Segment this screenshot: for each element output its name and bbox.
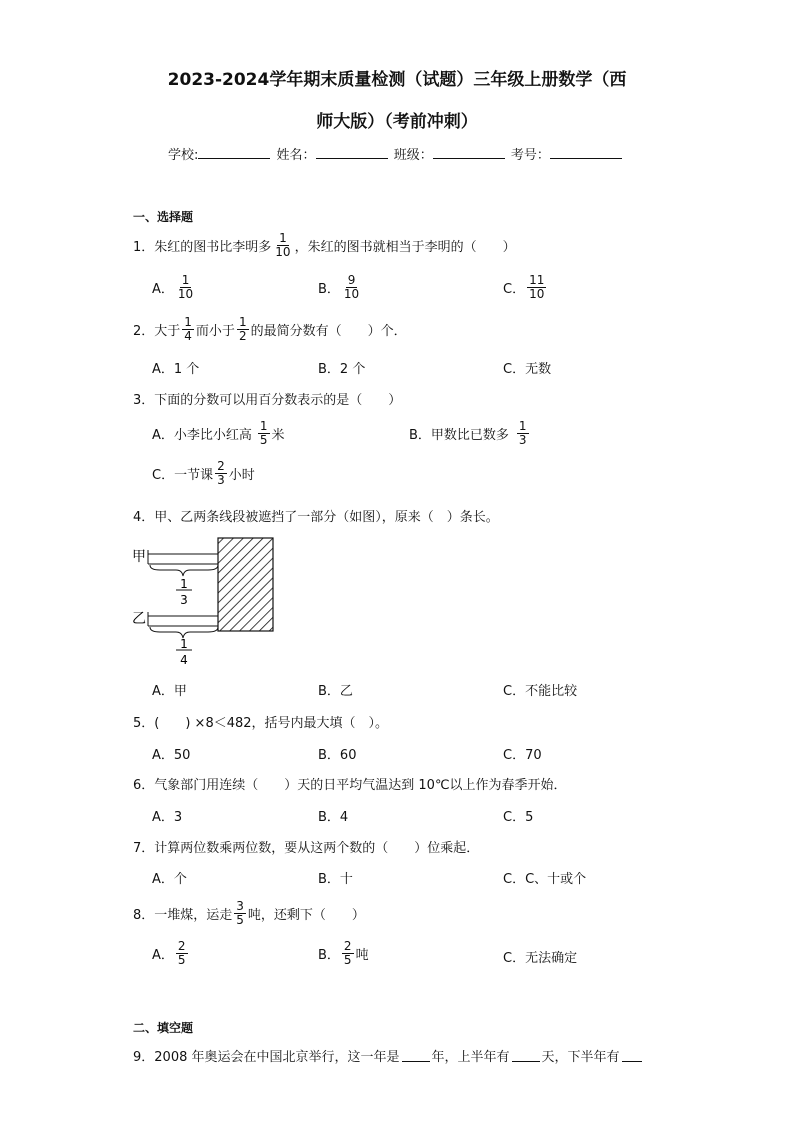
q3-a-unit: 米	[271, 428, 285, 443]
q6-option-c[interactable]: C．5	[503, 810, 534, 825]
question-5: 5．( ) ×8＜482，括号内最大填（ ）。	[133, 716, 389, 731]
q3-b-num: 1	[518, 419, 527, 433]
q1-a-num: 1	[181, 273, 190, 287]
q1-option-a-fraction	[176, 274, 195, 301]
q3-option-c[interactable]	[152, 460, 255, 487]
q5-option-b[interactable]: B．60	[318, 748, 357, 763]
q1-frac-num: 1	[279, 231, 287, 245]
q2-f1-den: 4	[184, 329, 192, 343]
q7-option-a[interactable]: A．个	[152, 872, 187, 887]
name-blank[interactable]	[316, 146, 388, 159]
q8-a-num: 2	[177, 939, 186, 953]
q3-a-num: 1	[259, 419, 268, 433]
q8-text-pre: 8．一堆煤，运走	[133, 908, 233, 923]
q1-frac-den: 10	[275, 245, 291, 259]
q2-option-c[interactable]: C．无数	[503, 362, 552, 377]
q8-b-den: 5	[343, 953, 352, 967]
student-info-row	[168, 144, 624, 163]
q3-option-a[interactable]	[152, 420, 285, 447]
q9-blank-first-half[interactable]	[512, 1049, 540, 1062]
q7-option-b[interactable]: B．十	[318, 872, 353, 887]
q2-f2-den: 2	[238, 329, 247, 343]
q3-option-b[interactable]	[409, 420, 531, 447]
q5-option-a[interactable]: A．50	[152, 748, 191, 763]
q9-blank-second-half[interactable]	[622, 1049, 642, 1062]
q3-c-text: C．一节课	[152, 468, 214, 483]
question-4: 4．甲、乙两条线段被遮挡了一部分（如图），原来（ ）条长。	[133, 510, 499, 525]
q8-a-den: 5	[177, 953, 186, 967]
exam-title-line1: 2023-2024学年期末质量检测（试题）三年级上册数学（西	[167, 70, 627, 90]
jia-frac-num: 1	[180, 577, 188, 591]
number-blank[interactable]	[550, 146, 622, 159]
q1-c-den: 10	[529, 287, 545, 301]
q1-c-num: 11	[529, 273, 545, 287]
q9-text-3: 天，下半年有	[541, 1050, 620, 1065]
q3-c-num: 2	[217, 459, 225, 473]
q3-c-den: 3	[217, 473, 225, 487]
q8-fraction	[234, 900, 246, 927]
yi-frac-num: 1	[180, 637, 188, 651]
question-1	[133, 232, 516, 259]
q2-text-pre: 2．大于	[133, 324, 181, 339]
school-blank[interactable]	[198, 146, 270, 159]
q8-b-num: 2	[343, 939, 352, 953]
q1-option-a-label: A．	[152, 282, 174, 297]
section-heading-fill: 二、填空题	[133, 1021, 194, 1035]
q2-option-a[interactable]: A．1 个	[152, 362, 200, 377]
q1-option-c[interactable]	[503, 274, 548, 301]
q2-f1-num: 1	[184, 315, 192, 329]
q1-fraction	[273, 232, 292, 259]
q8-option-a-label: A．	[152, 948, 174, 963]
q2-option-b[interactable]: B．2 个	[318, 362, 366, 377]
q8-option-b-label: B．	[318, 948, 340, 963]
exam-title-line2: 师大版）（考前冲刺）	[316, 112, 478, 132]
q6-option-b[interactable]: B．4	[318, 810, 349, 825]
q3-a-den: 5	[259, 433, 268, 447]
q1-b-den: 10	[343, 287, 360, 301]
q8-b-fraction	[342, 940, 354, 967]
q1-option-c-fraction	[527, 274, 546, 301]
school-label: 学校:	[168, 148, 199, 163]
q3-a-fraction	[258, 420, 270, 447]
q8-frac-den: 5	[236, 913, 244, 927]
q3-a-text: A．小李比小红高	[152, 428, 252, 443]
question-3: 3．下面的分数可以用百分数表示的是（ ）	[133, 393, 402, 408]
q9-text-2: 年，上半年有	[431, 1050, 510, 1065]
label-jia: 甲	[132, 549, 146, 565]
question-6: 6．气象部门用连续（ ）天的日平均气温达到 10℃以上作为春季开始．	[133, 778, 567, 793]
question-9	[133, 1046, 644, 1065]
q1-text-pre: 1．朱红的图书比李明多	[133, 240, 272, 255]
q1-a-den: 10	[177, 287, 194, 301]
q4-option-a[interactable]: A．甲	[152, 684, 187, 699]
q2-fraction-2	[237, 316, 249, 343]
question-8	[133, 900, 365, 927]
q1-option-b-fraction	[342, 274, 361, 301]
q3-b-fraction	[517, 420, 529, 447]
q4-option-c[interactable]: C．不能比较	[503, 684, 578, 699]
q6-option-a[interactable]: A．3	[152, 810, 183, 825]
q2-fraction-1	[182, 316, 194, 343]
class-label: 班级：	[393, 148, 433, 163]
q8-text-post: 吨，还剩下（ ）	[247, 908, 365, 923]
q1-option-a[interactable]	[152, 274, 197, 301]
section-heading-choice: 一、选择题	[133, 210, 194, 224]
q3-c-fraction	[215, 460, 227, 487]
q8-option-c[interactable]: C．无法确定	[503, 951, 578, 966]
question-7: 7．计算两位数乘两位数，要从这两个数的（ ）位乘起．	[133, 841, 480, 856]
q3-c-unit: 小时	[228, 468, 255, 483]
brace-jia	[150, 565, 218, 576]
q1-b-num: 9	[347, 273, 356, 287]
jia-frac-den: 3	[180, 593, 188, 607]
q4-line-segment-diagram	[130, 532, 290, 672]
q1-option-b-label: B．	[318, 282, 340, 297]
class-blank[interactable]	[433, 146, 505, 159]
q8-frac-num: 3	[236, 899, 244, 913]
number-label: 考号：	[510, 148, 550, 163]
q3-b-den: 3	[518, 433, 527, 447]
q3-b-text: B．甲数比已数多	[409, 428, 509, 443]
q8-a-fraction	[176, 940, 188, 967]
q7-option-c[interactable]: C．C、十或个	[503, 872, 587, 887]
hatched-cover-block	[218, 538, 273, 631]
q4-option-b[interactable]: B．乙	[318, 684, 353, 699]
q2-f2-num: 1	[238, 315, 247, 329]
q1-option-c-label: C．	[503, 282, 526, 297]
q8-b-unit: 吨	[355, 948, 369, 963]
q8-option-a[interactable]	[152, 940, 190, 967]
q9-text-1: 9．2008 年奥运会在中国北京举行，这一年是	[133, 1050, 400, 1065]
q1-option-b[interactable]	[318, 274, 363, 301]
q9-blank-year[interactable]	[402, 1049, 430, 1062]
q5-option-c[interactable]: C．70	[503, 748, 542, 763]
yi-frac-den: 4	[180, 653, 188, 667]
label-yi: 乙	[132, 611, 146, 627]
q2-text-mid: 而小于	[195, 324, 235, 339]
q8-option-b[interactable]	[318, 940, 369, 967]
q2-text-post: 的最简分数有（ ）个．	[250, 324, 407, 339]
question-2	[133, 316, 407, 343]
q1-text-post: ，朱红的图书就相当于李明的（ ）	[294, 240, 516, 255]
name-label: 姓名：	[276, 148, 316, 163]
